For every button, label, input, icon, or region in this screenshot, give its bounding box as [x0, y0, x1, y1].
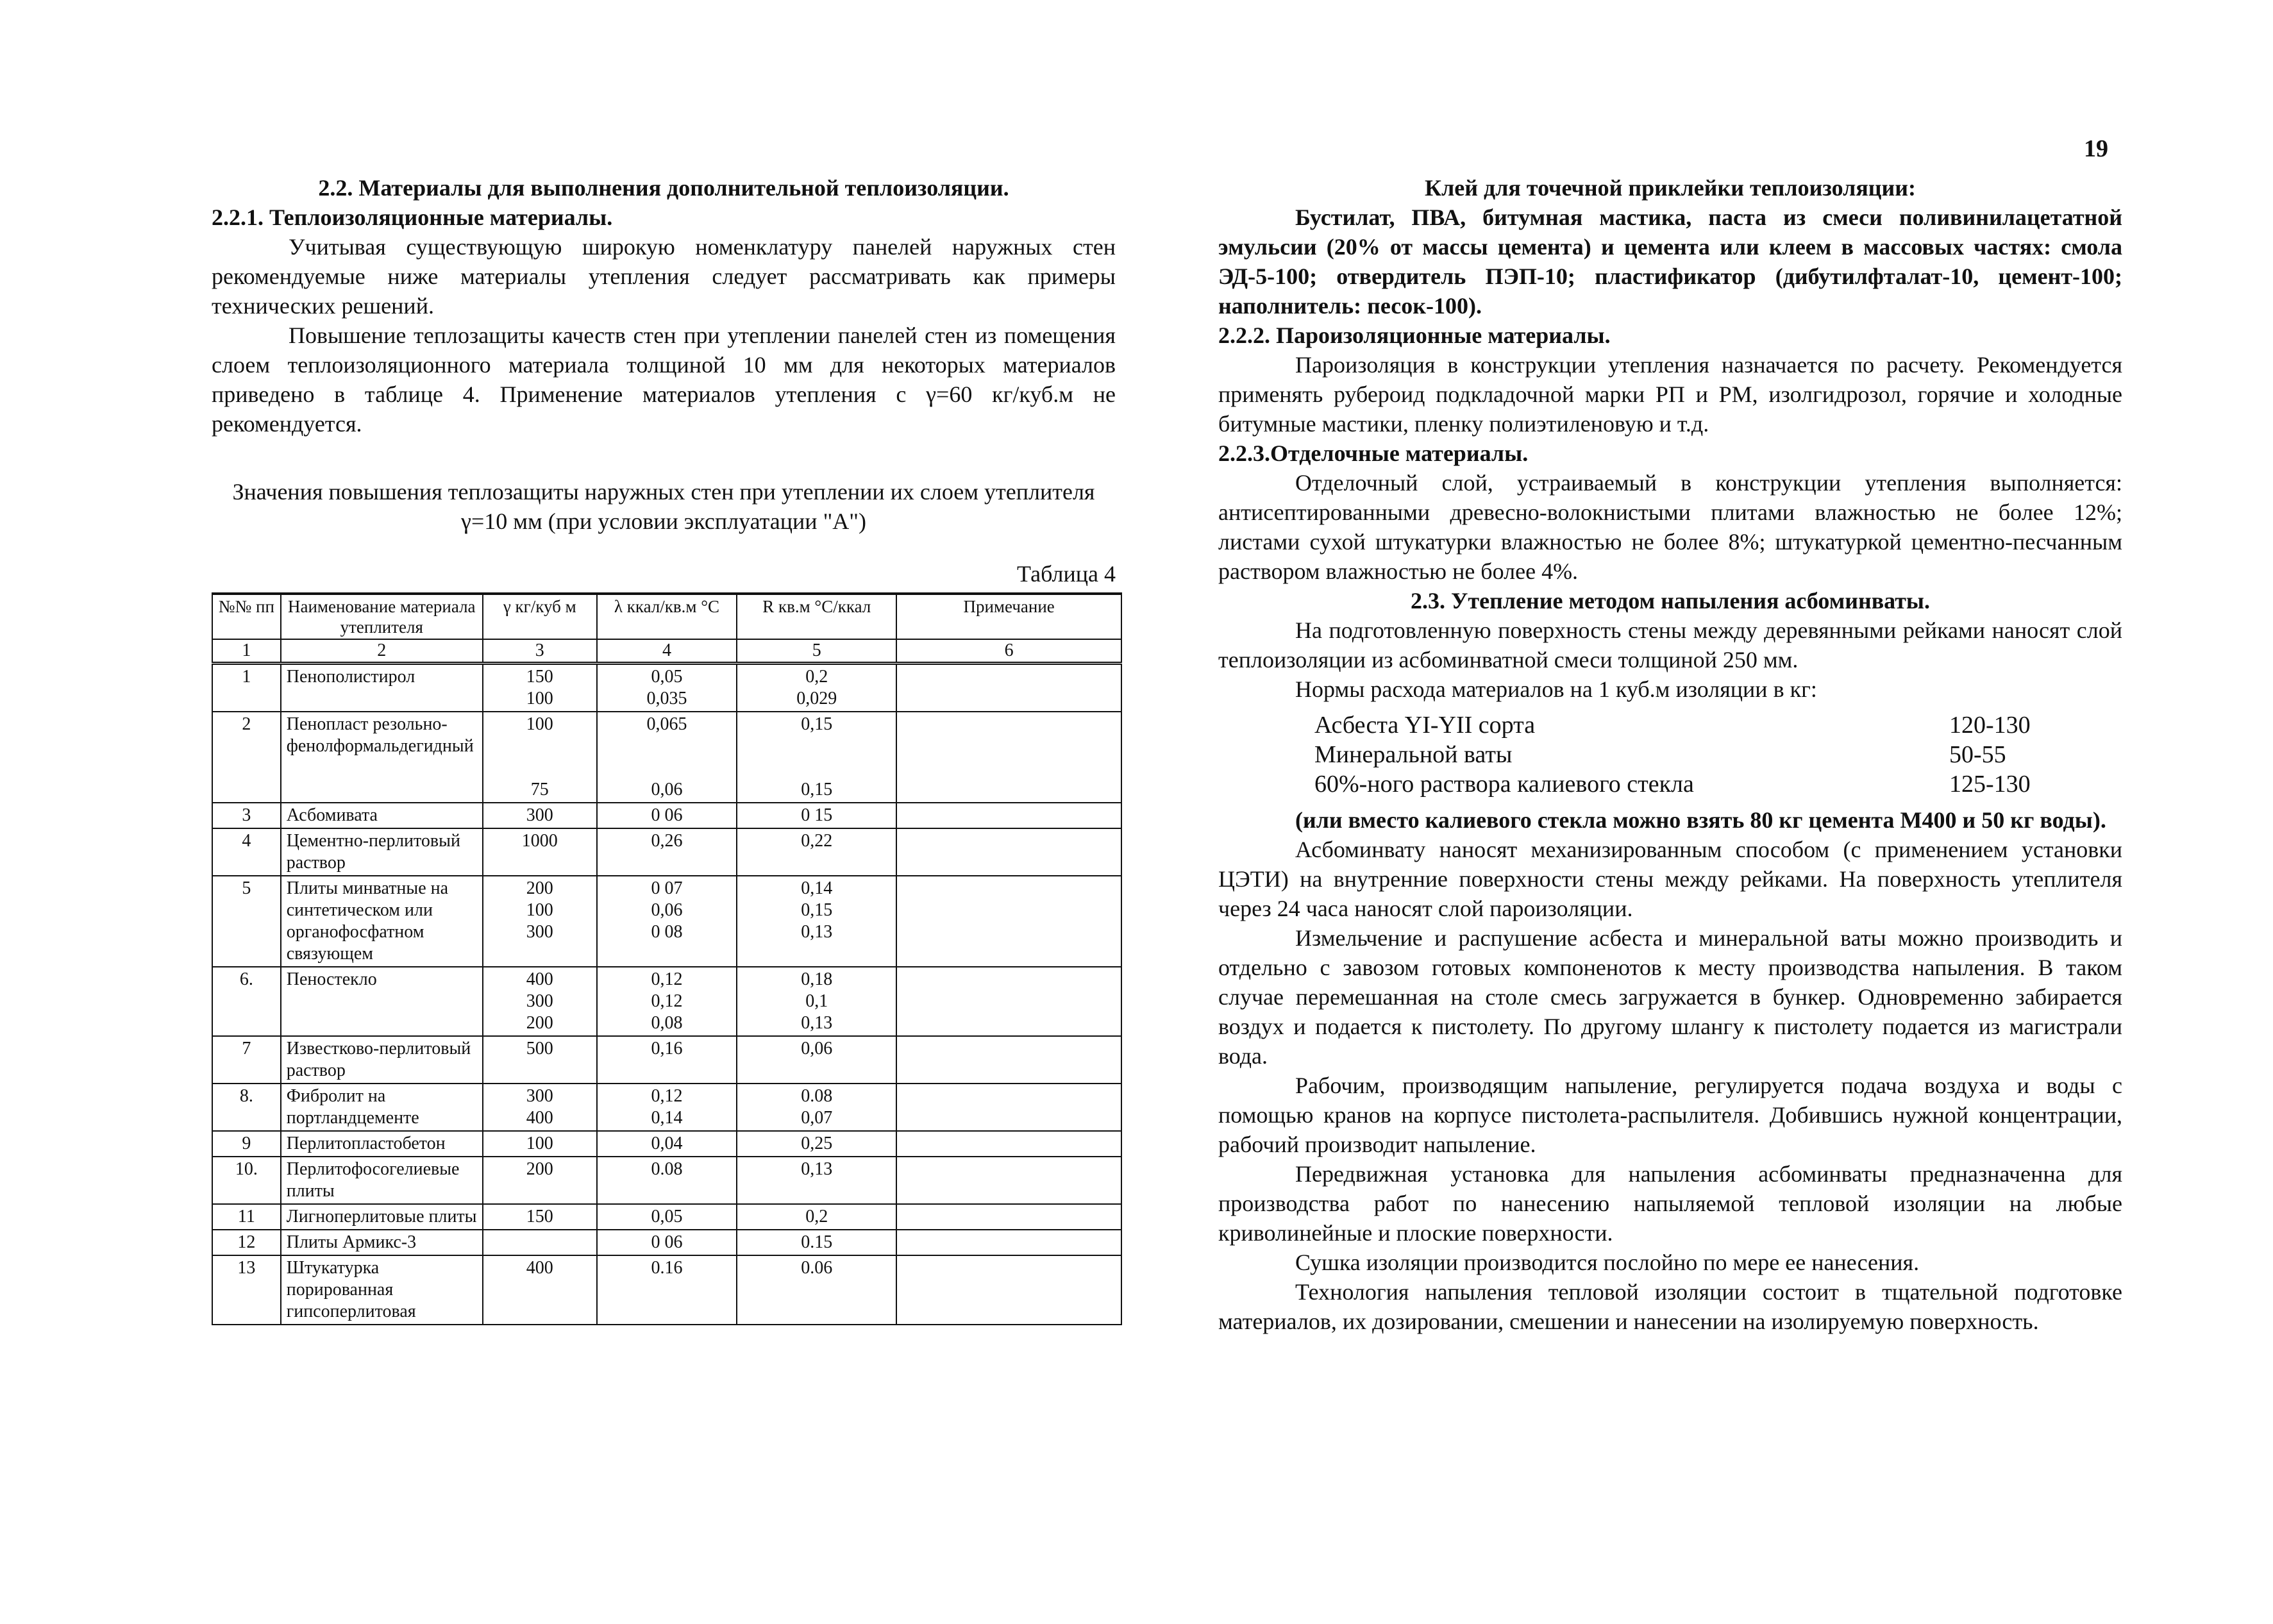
row-number: 12 — [212, 1230, 281, 1255]
row-number: 5 — [212, 876, 281, 967]
gamma-cell-value: 200 — [526, 1013, 553, 1033]
column-number: 4 — [597, 639, 737, 664]
gamma-cell-value — [489, 735, 591, 757]
r-cell-value: 0,06 — [801, 1039, 833, 1059]
gamma-cell-value: 200 — [526, 878, 553, 898]
note-cell — [896, 664, 1121, 712]
row-number: 3 — [212, 803, 281, 828]
gamma-cell-value: 100 — [526, 900, 553, 920]
gamma-cell — [483, 803, 597, 828]
gamma-cell-value: 400 — [526, 1258, 553, 1278]
page-number: 19 — [2084, 135, 2108, 162]
paragraph-mobile-unit: Передвижная установка для напыления асбоминваты предназначенна для производства работ по нанесению напыляемой тепловой изоляции на любые криволинейные и плоские поверхности. — [1218, 1161, 2122, 1246]
norm-value: 120-130 — [1949, 712, 2031, 739]
gamma-cell — [483, 1084, 597, 1131]
section-heading-2-2-1: 2.2.1. Теплоизоляционные материалы. — [212, 205, 613, 230]
left-column — [212, 173, 1116, 1325]
r-cell-value: 0,13 — [801, 1013, 833, 1033]
gamma-cell-value: 75 — [530, 780, 549, 799]
norm-name: Минеральной ваты — [1314, 741, 1513, 768]
table-row — [212, 712, 1121, 803]
r-cell-value: 0 15 — [801, 805, 833, 825]
gamma-cell-value: 150 — [526, 1207, 553, 1226]
table-row — [212, 876, 1121, 967]
r-cell — [737, 712, 896, 803]
paragraph-glue: Бустилат, ПВА, битумная мастика, паста из смеси поливинилацетатной эмульсии (20% от массы цемента) и цемента или клеем в массовых частях: смола ЭД-5-100; отвердитель ПЭП-10; пластификатор (дибутилфталат-10, цемент-100; наполнитель: песок-100). — [1218, 205, 2122, 319]
section-heading-2-2-3: 2.2.3.Отделочные материалы. — [1218, 440, 1529, 466]
section-heading-2-3: 2.3. Утепление методом напыления асбоминваты. — [1411, 588, 1930, 614]
note-cell — [896, 1036, 1121, 1084]
r-cell — [737, 1036, 896, 1084]
lambda-cell — [597, 712, 737, 803]
lambda-cell-value: 0,14 — [651, 1108, 683, 1128]
material-name: Пенополистирол — [281, 664, 483, 712]
paragraph-grinding: Измельчение и распушение асбеста и минеральной ваты можно производить и отдельно с завозом готовых компоненотов к месту производства напыления. В таком случае перемешанная на столе смесь загружается в бункер. Одновременно забирается воздух и подается к пистолету. По другому шлангу к пистолету подается из магистрали вода. — [1218, 925, 2122, 1069]
column-number: 3 — [483, 639, 597, 664]
note-cell — [896, 967, 1121, 1036]
material-name: Пенопласт резольно-фенолформальдегидный — [281, 712, 483, 803]
norm-value: 50-55 — [1949, 741, 2006, 768]
r-cell-value: 0,15 — [801, 900, 833, 920]
norms-title: Нормы расхода материалов на 1 куб.м изоляции в кг: — [1295, 676, 1817, 702]
table-row — [212, 1204, 1121, 1230]
gamma-cell-value: 300 — [526, 922, 553, 942]
r-cell — [737, 1230, 896, 1255]
paragraph-intro: Учитывая существующую широкую номенклатуру панелей наружных стен рекомендуемые ниже материалы утепления следует рассматривать как примеры технических решений. — [212, 234, 1116, 319]
norm-row — [1314, 740, 2052, 769]
lambda-cell-value: 0,05 — [651, 667, 683, 687]
row-number: 8. — [212, 1084, 281, 1131]
paragraph-drying: Сушка изоляции производится послойно по мере ее нанесения. — [1295, 1250, 1920, 1275]
r-cell-value: 0,18 — [801, 969, 833, 989]
lambda-cell-value: 0,04 — [651, 1134, 683, 1153]
r-cell-value — [742, 757, 891, 779]
material-name: Цементно-перлитовый раствор — [281, 828, 483, 876]
note-cell — [896, 1157, 1121, 1204]
lambda-cell — [597, 1204, 737, 1230]
gamma-cell-value: 300 — [526, 991, 553, 1011]
r-cell — [737, 1084, 896, 1131]
gamma-cell — [483, 876, 597, 967]
gamma-cell-value: 100 — [526, 689, 553, 708]
lambda-cell-value: 0,12 — [651, 969, 683, 989]
row-number: 6. — [212, 967, 281, 1036]
r-cell — [737, 967, 896, 1036]
lambda-cell-value: 0 06 — [651, 805, 683, 825]
paragraph-apply: На подготовленную поверхность стены между деревянными рейками наносят слой теплоизоляции из асбоминватной смеси толщиной 250 мм. — [1218, 617, 2122, 673]
r-cell — [737, 1157, 896, 1204]
header-gamma: γ кг/куб м — [483, 594, 597, 639]
lambda-cell — [597, 1230, 737, 1255]
table-row — [212, 664, 1121, 712]
gamma-cell — [483, 1157, 597, 1204]
gamma-cell-value: 100 — [526, 1134, 553, 1153]
table-column-numbers — [212, 639, 1121, 664]
r-cell-value: 0,22 — [801, 831, 833, 851]
r-cell — [737, 664, 896, 712]
material-name: Штукатурка порированная гипсоперлитовая — [281, 1255, 483, 1325]
paragraph-worker: Рабочим, производящим напыление, регулируется подача воздуха и воды с помощью кранов на корпусе пистолета-распылителя. Добившись нужной концентрации, рабочий производит напыление. — [1218, 1073, 2122, 1157]
r-cell-value: 0.08 — [801, 1086, 833, 1106]
r-cell-value: 0,15 — [801, 714, 833, 734]
note-cell — [896, 712, 1121, 803]
lambda-cell — [597, 876, 737, 967]
note-cell — [896, 828, 1121, 876]
r-cell-value: 0,15 — [801, 780, 833, 799]
gamma-cell-value: 200 — [526, 1159, 553, 1179]
table-row — [212, 1084, 1121, 1131]
header-lambda: λ ккал/кв.м °С — [597, 594, 737, 639]
lambda-cell-value: 0.08 — [651, 1159, 683, 1179]
table-row — [212, 1036, 1121, 1084]
lambda-cell — [597, 1131, 737, 1157]
lambda-cell-value: 0 08 — [651, 922, 683, 942]
norms-note: (или вместо калиевого стекла можно взять 80 кг цемента М400 и 50 кг воды). — [1295, 807, 2106, 833]
lambda-cell-value — [603, 735, 732, 757]
table-row — [212, 1230, 1121, 1255]
material-name: Пеностекло — [281, 967, 483, 1036]
row-number: 11 — [212, 1204, 281, 1230]
gamma-cell — [483, 1255, 597, 1325]
column-number: 6 — [896, 639, 1121, 664]
lambda-cell-value: 0.16 — [651, 1258, 683, 1278]
row-number: 9 — [212, 1131, 281, 1157]
r-cell — [737, 1131, 896, 1157]
lambda-cell-value: 0,035 — [646, 689, 687, 708]
table-label: Таблица 4 — [1017, 561, 1116, 587]
lambda-cell — [597, 1036, 737, 1084]
gamma-cell-value: 1000 — [521, 831, 558, 851]
r-cell — [737, 1255, 896, 1325]
r-cell — [737, 1204, 896, 1230]
r-cell-value: 0,14 — [801, 878, 833, 898]
table-header-row — [212, 594, 1121, 639]
gamma-cell-value: 500 — [526, 1039, 553, 1059]
section-heading-2-2: 2.2. Материалы для выполнения дополнительной теплоизоляции. — [318, 175, 1009, 201]
right-column — [1218, 173, 2122, 1336]
lambda-cell — [597, 828, 737, 876]
r-cell-value: 0.06 — [801, 1258, 833, 1278]
table-body — [212, 664, 1121, 1325]
column-number: 5 — [737, 639, 896, 664]
table-row — [212, 967, 1121, 1036]
gamma-cell — [483, 1131, 597, 1157]
gamma-cell-value: 300 — [526, 805, 553, 825]
column-number: 1 — [212, 639, 281, 664]
material-name: Перлитопластобетон — [281, 1131, 483, 1157]
note-cell — [896, 1230, 1121, 1255]
table-row — [212, 828, 1121, 876]
r-cell-value: 0,13 — [801, 1159, 833, 1179]
lambda-cell — [597, 967, 737, 1036]
gamma-cell-value: 150 — [526, 667, 553, 687]
lambda-cell-value: 0,12 — [651, 991, 683, 1011]
gamma-cell-value: 300 — [526, 1086, 553, 1106]
section-heading-2-2-2: 2.2.2. Пароизоляционные материалы. — [1218, 322, 1611, 348]
lambda-cell-value: 0,08 — [651, 1013, 683, 1033]
paragraph-finish: Отделочный слой, устраиваемый в конструкции утепления выполняется: антисептированными древесно-волокнистыми плитами влажностью не более 12%; листами сухой штукатурки влажностью не более 8%; штукатуркой цементно-песчанным раствором влажностью не более 4%. — [1218, 470, 2122, 584]
table-row — [212, 803, 1121, 828]
row-number: 1 — [212, 664, 281, 712]
lambda-cell-value: 0,16 — [651, 1039, 683, 1059]
note-cell — [896, 1204, 1121, 1230]
paragraph-vapor: Пароизоляция в конструкции утепления назначается по расчету. Рекомендуется применять рубероид подкладочной марки РП и РМ, изолгидрозол, горячие и холодные битумные мастики, пленку полиэтиленовую и т.д. — [1218, 352, 2122, 437]
r-cell-value: 0,029 — [796, 689, 837, 708]
norm-row — [1314, 710, 2052, 740]
gamma-cell — [483, 828, 597, 876]
glue-title: Клей для точечной приклейки теплоизоляции: — [1424, 175, 1917, 201]
row-number: 2 — [212, 712, 281, 803]
lambda-cell — [597, 1255, 737, 1325]
paragraph-table-ref: Повышение теплозащиты качеств стен при утеплении панелей стен из помещения слоем теплоизоляционного материала толщиной 10 мм для некоторых материалов приведено в таблице 4. Применение материалов утепления с γ=60 кг/куб.м не рекомендуется. — [212, 322, 1116, 437]
lambda-cell — [597, 1157, 737, 1204]
header-note: Примечание — [896, 594, 1121, 639]
lambda-cell-value — [603, 757, 732, 779]
lambda-cell-value: 0,26 — [651, 831, 683, 851]
norm-name: 60%-ного раствора калиевого стекла — [1314, 771, 1694, 798]
r-cell-value: 0,13 — [801, 922, 833, 942]
gamma-cell-value — [489, 1232, 591, 1253]
gamma-cell — [483, 712, 597, 803]
gamma-cell-value: 100 — [526, 714, 553, 734]
header-r: R кв.м °С/ккал — [737, 594, 896, 639]
norm-name: Асбеста YI-YII сорта — [1314, 712, 1536, 739]
note-cell — [896, 1084, 1121, 1131]
note-cell — [896, 1131, 1121, 1157]
lambda-cell-value: 0,06 — [651, 900, 683, 920]
lambda-cell-value: 0 07 — [651, 878, 683, 898]
gamma-cell — [483, 664, 597, 712]
material-name: Известково-перлитовый раствор — [281, 1036, 483, 1084]
column-number: 2 — [281, 639, 483, 664]
lambda-cell — [597, 1084, 737, 1131]
gamma-cell — [483, 1204, 597, 1230]
material-name: Лигноперлитовые плиты — [281, 1204, 483, 1230]
r-cell-value: 0,07 — [801, 1108, 833, 1128]
r-cell — [737, 803, 896, 828]
gamma-cell — [483, 1230, 597, 1255]
material-name: Перлитофосогелиевые плиты — [281, 1157, 483, 1204]
lambda-cell — [597, 803, 737, 828]
gamma-cell-value: 400 — [526, 1108, 553, 1128]
norm-row — [1314, 769, 2052, 799]
r-cell — [737, 876, 896, 967]
r-cell-value: 0,2 — [805, 1207, 828, 1226]
row-number: 4 — [212, 828, 281, 876]
material-name: Фибролит на портландцементе — [281, 1084, 483, 1131]
material-name: Асбомивата — [281, 803, 483, 828]
header-name: Наименование материала утеплителя — [281, 594, 483, 639]
gamma-cell-value — [489, 757, 591, 779]
paragraph-technology: Технология напыления тепловой изоляции состоит в тщательной подготовке материалов, их дозировании, смешении и нанесении на изолируемую поверхность. — [1218, 1279, 2122, 1334]
lambda-cell-value: 0,06 — [651, 780, 683, 799]
gamma-cell — [483, 967, 597, 1036]
note-cell — [896, 803, 1121, 828]
lambda-cell-value: 0 06 — [651, 1232, 683, 1252]
r-cell-value: 0,2 — [805, 667, 828, 687]
gamma-cell-value: 400 — [526, 969, 553, 989]
paragraph-mechanized: Асбоминвату наносят механизированным способом (с применением установки ЦЭТИ) на внутренние поверхности стены между рейками. На поверхность утеплителя через 24 часа наносят слой пароизоляции. — [1218, 837, 2122, 921]
lambda-cell-value: 0,05 — [651, 1207, 683, 1226]
lambda-cell-value: 0,12 — [651, 1086, 683, 1106]
row-number: 10. — [212, 1157, 281, 1204]
note-cell — [896, 876, 1121, 967]
r-cell-value: 0,25 — [801, 1134, 833, 1153]
r-cell-value: 0.15 — [801, 1232, 833, 1252]
r-cell — [737, 828, 896, 876]
table-row — [212, 1157, 1121, 1204]
material-name: Плиты Армикс-3 — [281, 1230, 483, 1255]
note-cell — [896, 1255, 1121, 1325]
r-cell-value: 0,1 — [805, 991, 828, 1011]
materials-table — [212, 592, 1122, 1325]
r-cell-value — [742, 735, 891, 757]
norms-list — [1314, 710, 2052, 799]
lambda-cell — [597, 664, 737, 712]
lambda-cell-value: 0,065 — [646, 714, 687, 734]
header-number: №№ пп — [212, 594, 281, 639]
row-number: 7 — [212, 1036, 281, 1084]
table-row — [212, 1131, 1121, 1157]
gamma-cell — [483, 1036, 597, 1084]
table-caption: Значения повышения теплозащиты наружных стен при утеплении их слоем утеплителя γ=10 мм (при условии эксплуатации "А") — [232, 479, 1095, 534]
row-number: 13 — [212, 1255, 281, 1325]
table-row — [212, 1255, 1121, 1325]
material-name: Плиты минватные на синтетическом или органофосфатном связующем — [281, 876, 483, 967]
norm-value: 125-130 — [1949, 771, 2031, 798]
